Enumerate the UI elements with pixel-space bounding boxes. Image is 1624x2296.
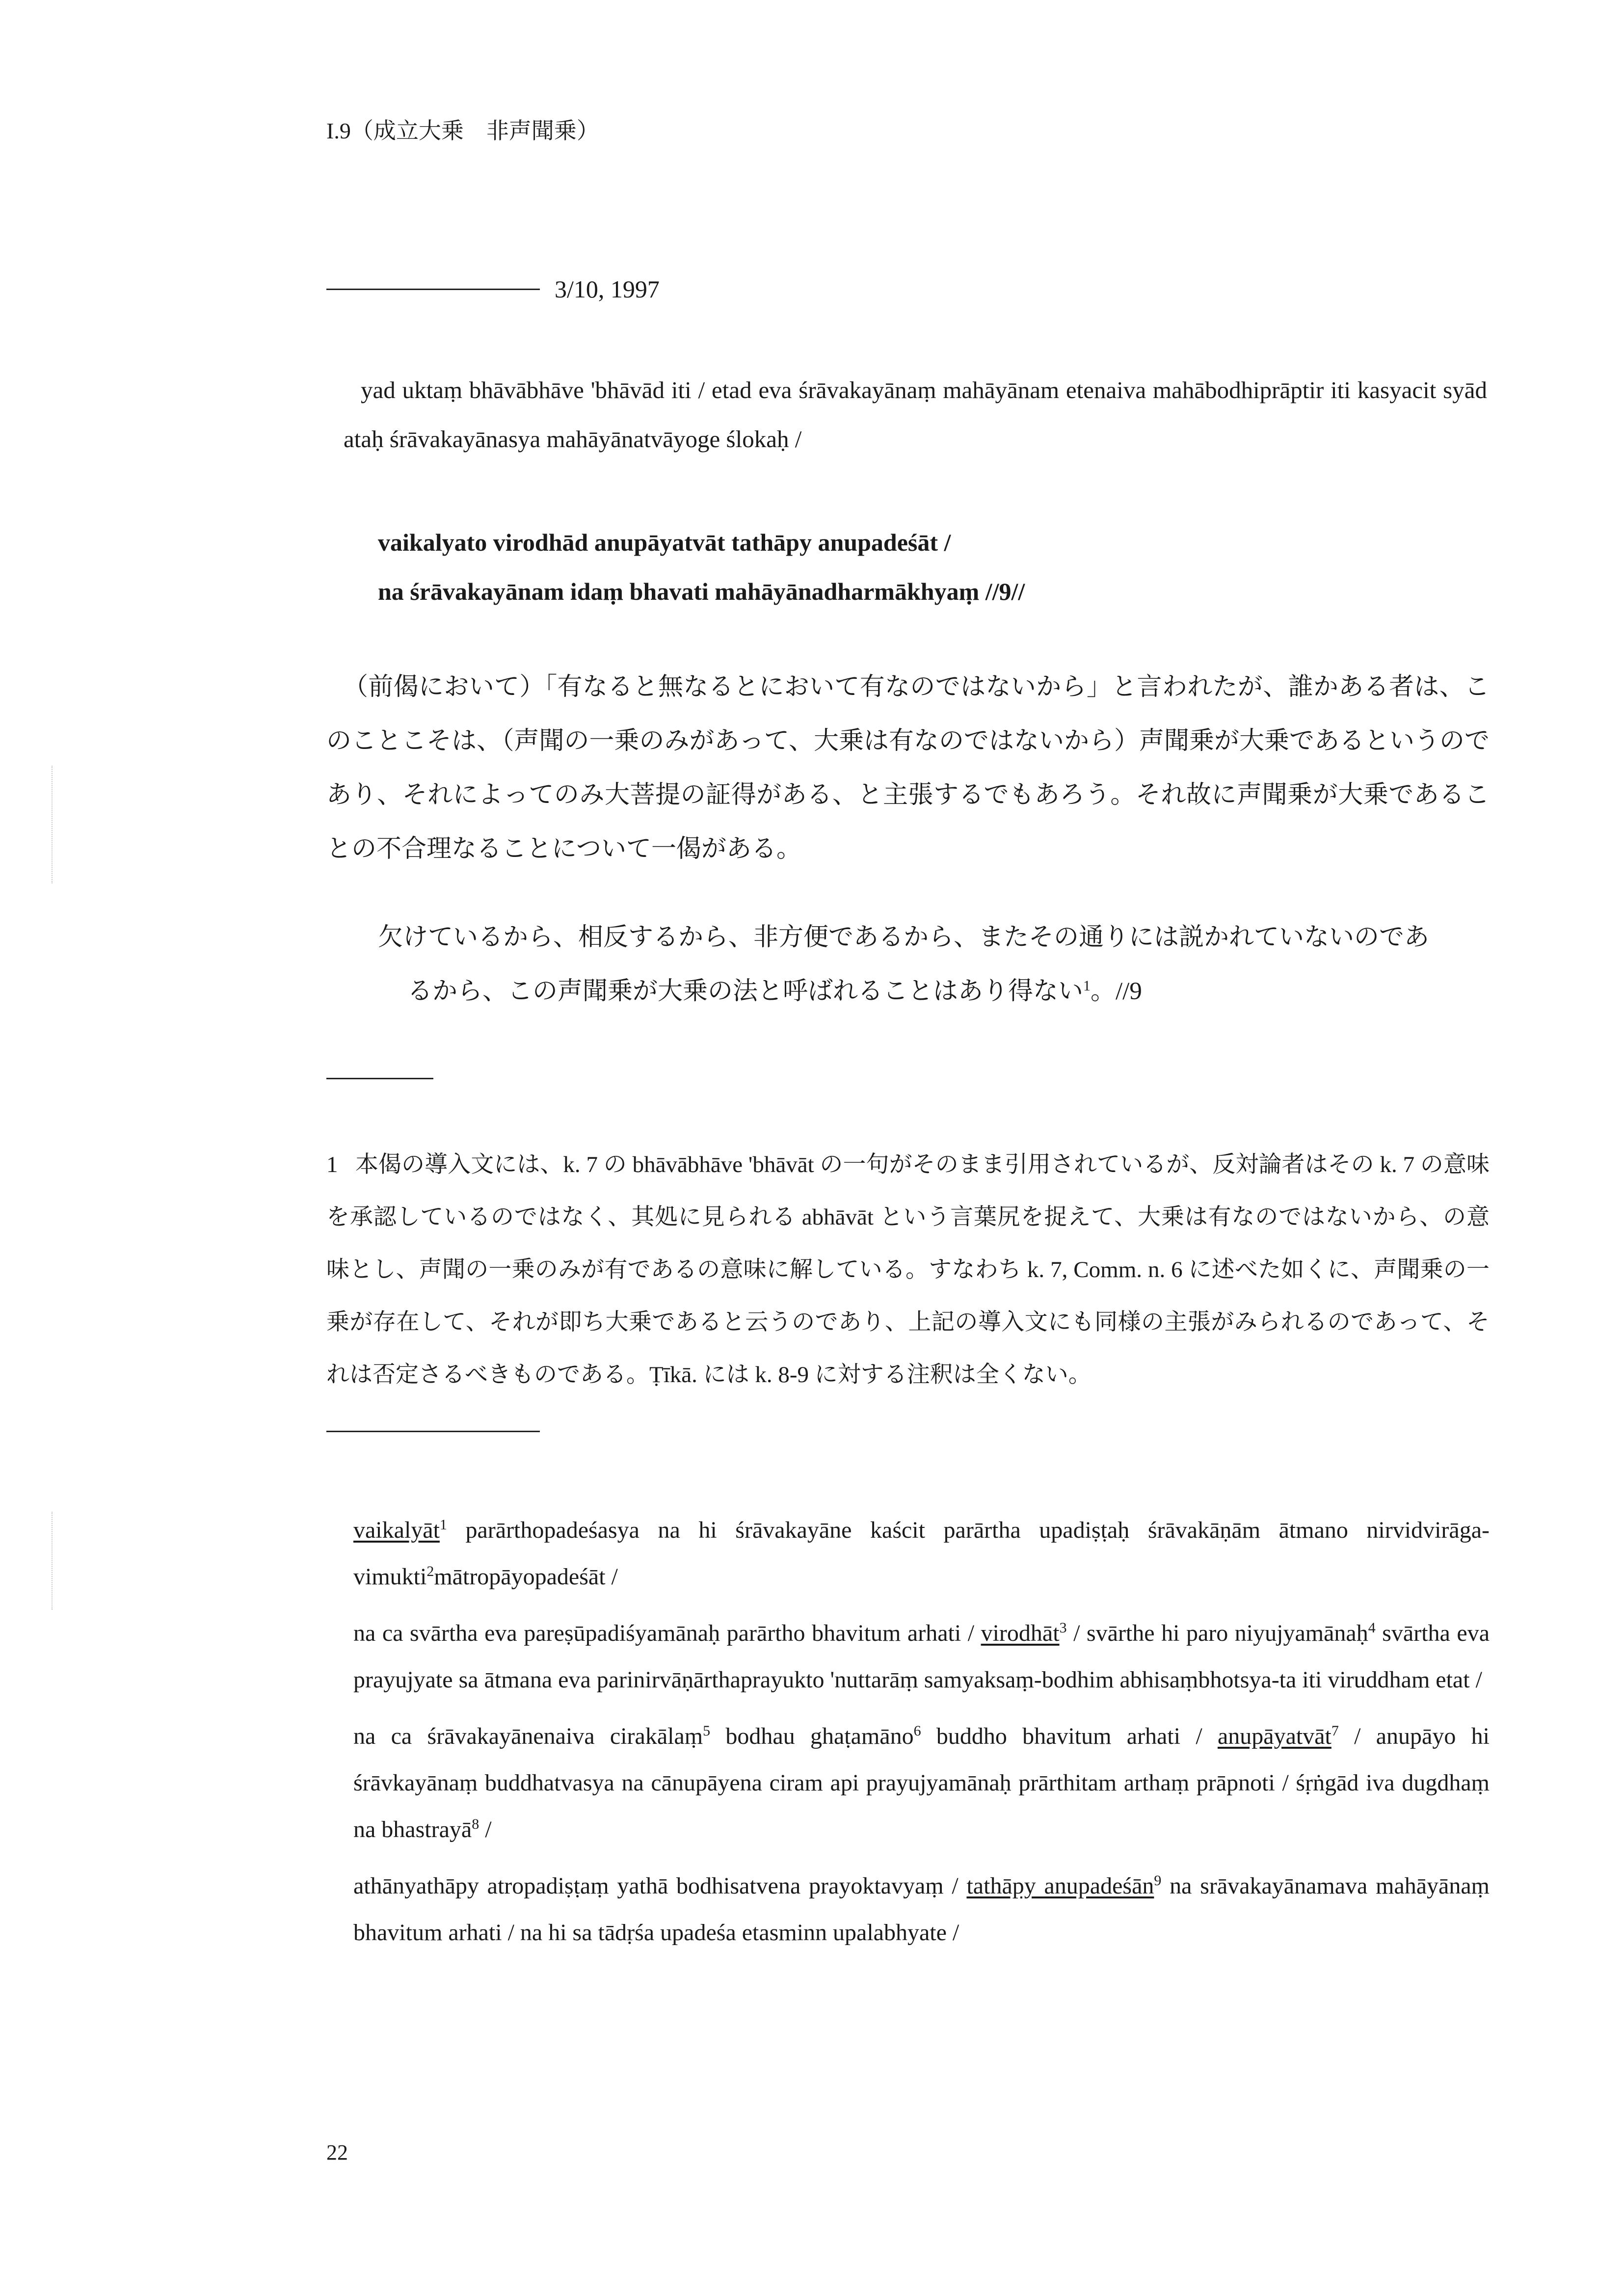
note-ref: 6 bbox=[913, 1723, 921, 1739]
page-number: 22 bbox=[326, 2140, 348, 2164]
commentary-text: / anupāyo hi śrāvkayānaṃ buddhatvasya na cānupāyena ciram api prayujyamānaḥ prārthitam arthaṃ prāpnoti / śṛṅgād iva dugdhaṃ na bhastrayā bbox=[353, 1723, 1490, 1842]
footnote-text: 本偈の導入文には、k. 7 の bhāvābhāve 'bhāvāt の一句がそのまま引用されているが、反対論者はその k. 7 の意味を承認しているのではなく、其処に見られる abhāvāt という言葉尻を捉えて、大乗は有なのではないから、の意味とし、声聞の一乗のみが有であるの意味に解している。すなわち k. 7, Comm. n. 6 に述べた如くに、声聞乗の一乗が存在して、それが即ち大乗であると云うのであり、上記の導入文にも同様の主張がみられるのであって、それは否定さるべきものである。Ṭīkā. には k. 8-9 に対する注釈は全くない。 bbox=[326, 1152, 1490, 1388]
verse-line-2: na śrāvakayānam idaṃ bhavati mahāyānadharmākhyaṃ //9// bbox=[378, 578, 1025, 605]
commentary-para-2 bbox=[326, 1610, 1490, 1703]
commentary-text: buddho bhavitum arhati / bbox=[921, 1723, 1218, 1749]
date-line bbox=[326, 275, 660, 303]
scan-margin-mark bbox=[52, 766, 54, 883]
commentary-text: / bbox=[479, 1816, 492, 1842]
commentary-text: bodhau ghaṭamāno bbox=[710, 1723, 914, 1749]
commentary-para-4 bbox=[326, 1863, 1490, 1956]
footnote-ref: 1 bbox=[1083, 978, 1091, 994]
commentary-text: na srāvakayānamava mahāyānaṃ bhavitum arhati / na hi sa tādṛśa upadeśa etasminn upalabhyate / bbox=[353, 1873, 1490, 1946]
section-header bbox=[326, 113, 599, 145]
commentary bbox=[326, 1507, 1490, 1956]
intro-sanskrit: yad uktaṃ bhāvābhāve 'bhāvād iti / etad eva śrāvakayānaṃ mahāyānam etenaiva mahābodhiprāptir iti kasyacit syād ataḥ śrāvakayānasya mahāyānatvāyoge ślokaḥ / bbox=[344, 376, 1487, 453]
note-ref: 1 bbox=[439, 1517, 447, 1533]
footnote-rule bbox=[326, 1078, 433, 1079]
note-ref: 2 bbox=[426, 1563, 434, 1579]
note-ref: 5 bbox=[703, 1723, 711, 1739]
verse-japanese bbox=[378, 910, 1482, 1018]
intro-japanese: （前偈において）「有なると無なるとにおいて有なのではないから」と言われたが、誰かある者は、このことこそは、（声聞の一乗のみがあって、大乗は有なのではないから）声聞乗が大乗であるというのであり、それによってのみ大菩提の証得がある、と主張するでもあろう。それ故に声聞乗が大乗であることの不合理なることについて一偈がある。 bbox=[326, 673, 1490, 863]
section-number: I.9 bbox=[326, 118, 351, 143]
commentary-text: parārthopadeśasya na hi śrāvakayāne kaścit parārtha upadiṣṭaḥ śrāvakāṇām ātmano nirvidvirāga-vimukti bbox=[353, 1517, 1490, 1590]
keyword: tathāpy anupadeśān bbox=[966, 1873, 1154, 1899]
verse-sanskrit bbox=[378, 518, 1482, 616]
section-title: （成立大乗 非声聞乗） bbox=[350, 118, 599, 143]
verse-line-1: vaikalyato virodhād anupāyatvāt tathāpy anupadeśāt / bbox=[378, 529, 951, 556]
jp-verse-line-2-wrap bbox=[378, 964, 1482, 1018]
jp-verse-line-1: 欠けているから、相反するから、非方便であるから、またその通りには説かれていないのであ bbox=[378, 924, 1430, 951]
keyword: vaikalyāt bbox=[353, 1517, 440, 1543]
keyword: virodhāt bbox=[981, 1620, 1060, 1646]
date: 3/10, 1997 bbox=[555, 275, 660, 303]
keyword: anupāyatvāt bbox=[1217, 1723, 1331, 1749]
commentary-text: / svārthe hi paro niyujyamānaḥ bbox=[1066, 1620, 1368, 1646]
footnote-number: 1 bbox=[326, 1152, 338, 1177]
note-ref: 3 bbox=[1059, 1620, 1067, 1636]
commentary-para-1 bbox=[326, 1507, 1490, 1600]
date-rule bbox=[326, 289, 540, 290]
commentary-text: na ca śrāvakayānenaiva cirakālaṃ bbox=[353, 1723, 703, 1749]
note-ref: 7 bbox=[1331, 1723, 1339, 1739]
note-ref: 8 bbox=[472, 1816, 479, 1832]
commentary-text: svārtha eva prayujyate sa ātmana eva parinirvāṇārthaprayukto 'nuttarāṃ samyaksaṃ-bodhim abhisaṃbhotsya-ta iti viruddham etat / bbox=[353, 1620, 1490, 1693]
jp-verse-end: 。//9 bbox=[1091, 978, 1142, 1005]
jp-verse-line-2: るから、この声聞乗が大乗の法と呼ばれることはあり得ない bbox=[407, 978, 1084, 1005]
commentary-para-3 bbox=[326, 1713, 1490, 1853]
commentary-text: mātropāyopadeśāt / bbox=[434, 1564, 618, 1590]
footnote bbox=[326, 1139, 1490, 1401]
note-ref: 9 bbox=[1154, 1872, 1162, 1889]
commentary-text: na ca svārtha eva pareṣūpadiśyamānaḥ parārtho bhavitum arhati / bbox=[353, 1620, 981, 1646]
note-ref: 4 bbox=[1368, 1620, 1376, 1636]
commentary-text: athānyathāpy atropadiṣṭaṃ yathā bodhisatvena prayoktavyaṃ / bbox=[353, 1873, 967, 1899]
scan-margin-mark bbox=[52, 1512, 54, 1610]
footnote-end-rule bbox=[326, 1431, 540, 1432]
